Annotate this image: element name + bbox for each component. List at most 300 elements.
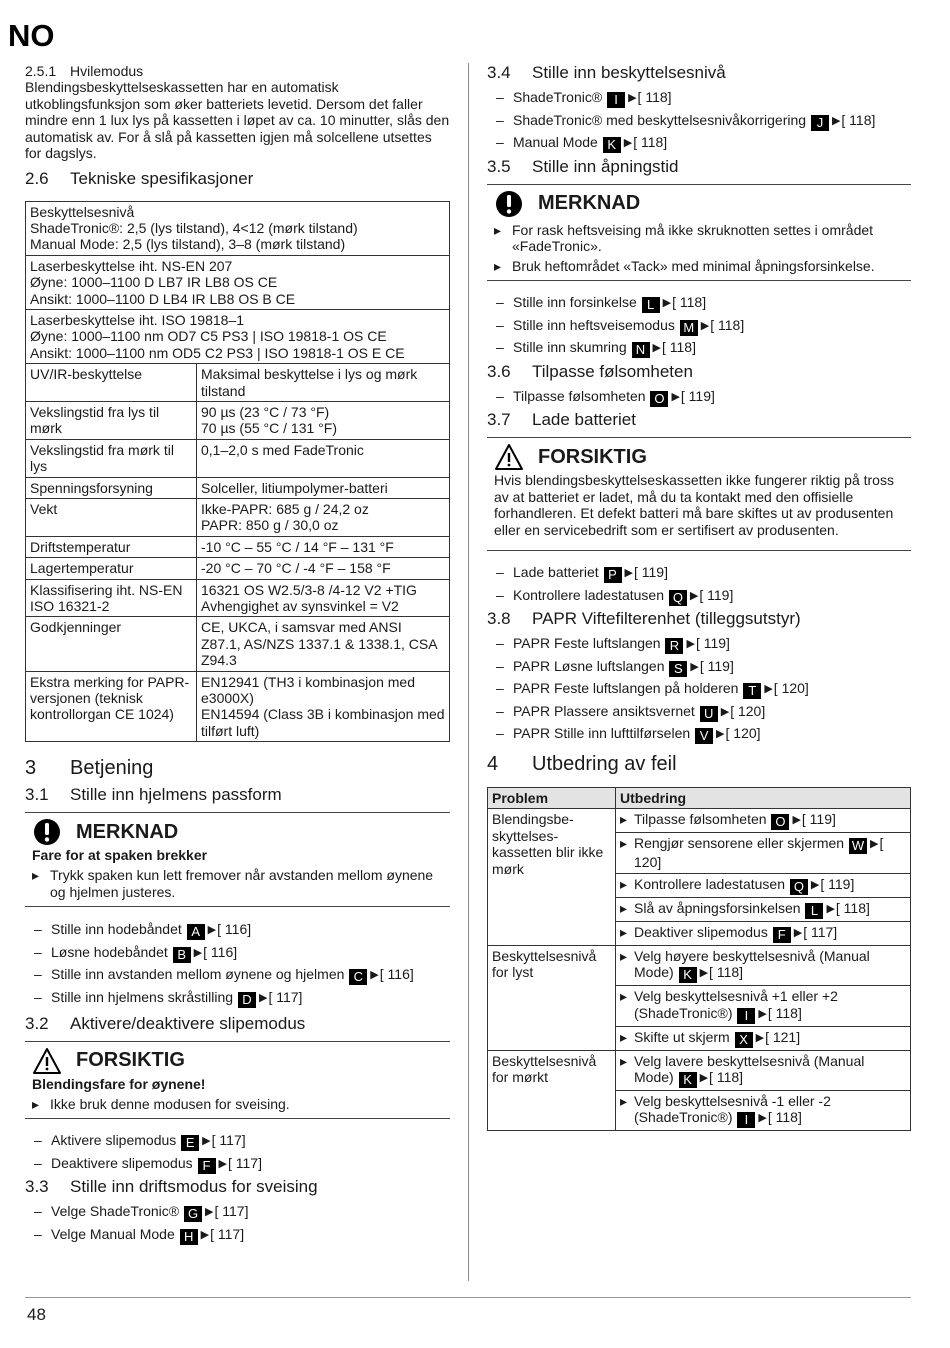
section-number: 3.2 <box>25 1013 49 1033</box>
page-reference[interactable]: [ 120] <box>773 680 809 696</box>
spec-line: 90 µs (23 °C / 73 °F) <box>201 403 330 420</box>
arrow-right-icon: ▶ <box>716 728 725 740</box>
fix-item <box>620 1053 906 1088</box>
figure-tag: S <box>669 661 687 677</box>
step-text: Stille inn hodebåndet <box>51 921 186 938</box>
column-header-problem: Problem <box>488 788 616 809</box>
section-number: 3.5 <box>487 156 511 176</box>
spec-line: Laserbeskyttelse iht. ISO 19818–1 <box>30 311 245 328</box>
page-reference[interactable]: [ 121] <box>765 1028 801 1045</box>
section-title: Stille inn åpningstid <box>532 156 679 176</box>
page-reference[interactable]: [ 116] <box>217 921 252 938</box>
spec-row <box>26 477 450 498</box>
arrow-right-icon: ▶ <box>826 902 835 915</box>
step-text: Velg høyere beskyttelsesnivå (Manual Mode) <box>634 947 870 981</box>
arrow-right-icon: ▶ <box>624 567 633 579</box>
arrow-right-icon: ▶ <box>652 342 661 354</box>
step-text: Stille inn skumring <box>513 339 631 355</box>
section-number: 3 <box>25 757 37 780</box>
page-reference[interactable]: [ 116] <box>379 966 414 983</box>
spec-line: Manual Mode: 2,5 (lys tilstand), 3–8 (mørk tilstand) <box>30 236 346 253</box>
list-item <box>25 966 450 985</box>
step-text: PAPR Feste luftslangen <box>513 635 665 651</box>
page-reference[interactable]: [ 117] <box>803 923 838 940</box>
warning-triangle-icon <box>494 443 524 471</box>
left-column <box>25 63 450 1248</box>
step-text: Slå av åpningsforsinkelsen <box>634 899 805 916</box>
section-number: 2.5.1 <box>25 63 57 79</box>
papr-list <box>487 635 911 744</box>
figure-tag: W <box>849 838 867 854</box>
notice-bullet: ▸ For rask heftsveising må ikke skruknotten settes i området «FadeTronic». <box>494 222 904 255</box>
figure-tag: A <box>187 924 205 940</box>
spec-line: EN12941 (TH3 i kombinasjon med e3000X) <box>201 673 415 707</box>
list-item <box>487 587 911 606</box>
section-heading-3-4 <box>487 63 911 83</box>
spec-line: Avhengighet av synsvinkel = V2 <box>201 598 399 615</box>
spec-full-row <box>26 255 450 309</box>
arrow-right-icon: ▶ <box>699 1072 709 1085</box>
spec-key: Ekstra merking for PAPR-versjonen (teknisk kontrollorgan CE 1024) <box>26 671 197 742</box>
arrow-right-icon: ▶ <box>623 137 633 149</box>
section-heading-3-1 <box>25 785 450 805</box>
step-text: Lade batteriet <box>513 564 603 580</box>
page-reference[interactable]: [ 118] <box>767 1004 802 1021</box>
section-title: PAPR Viftefilterenhet (tilleggsutstyr) <box>532 609 801 628</box>
page-reference[interactable]: [ 117] <box>210 1225 245 1242</box>
caution-title: FORSIKTIG <box>538 445 647 468</box>
section-number: 3.6 <box>487 361 511 381</box>
arrow-right-icon: ▶ <box>831 114 841 127</box>
arrow-right-icon: ▶ <box>764 683 773 695</box>
figure-tag: K <box>679 1072 697 1088</box>
section-title: Stille inn hjelmens passform <box>70 785 282 805</box>
step-text: Deaktivere slipemodus <box>51 1154 197 1171</box>
arrow-right-icon: ▶ <box>793 926 803 939</box>
notice-header <box>494 189 904 219</box>
step-text: Skifte ut skjerm <box>634 1028 734 1045</box>
arrow-right-icon: ▶ <box>758 1112 767 1125</box>
spec-row <box>26 617 450 671</box>
spec-cell <box>26 201 450 255</box>
fix-cell <box>616 809 911 833</box>
section-title: Stille inn driftsmodus for sveising <box>70 1177 318 1197</box>
page-reference[interactable]: [ 117] <box>211 1132 246 1149</box>
figure-tag: X <box>735 1032 753 1048</box>
figure-tag: F <box>198 1158 216 1174</box>
figure-tag: P <box>604 567 622 583</box>
spec-value <box>197 536 450 557</box>
list-item <box>25 944 450 963</box>
fix-cell <box>616 1091 911 1131</box>
fix-cell <box>616 873 911 897</box>
section-heading-4 <box>487 752 911 776</box>
section-number: 3.3 <box>25 1177 49 1197</box>
spec-line: 0,1–2,0 s med FadeTronic <box>201 441 364 458</box>
page-reference[interactable]: [ 120] <box>725 725 761 741</box>
figure-tag: T <box>743 683 761 699</box>
page-reference[interactable]: [ 118] <box>633 134 668 150</box>
list-item <box>25 989 450 1008</box>
step-text: Velg beskyttelsesnivå +1 eller +2 (ShadeTronic®) <box>634 988 838 1021</box>
spec-key: Driftstemperatur <box>26 536 197 557</box>
step-text: Stille inn forsinkelse <box>513 294 641 310</box>
spec-line: EN14594 (Class 3B i kombinasjon med tilført luft) <box>201 706 445 739</box>
problem-cell: Beskyttelsesnivå for mørkt <box>488 1050 616 1131</box>
spec-key: Vekt <box>26 499 197 537</box>
section-heading-3-6 <box>487 362 911 382</box>
spec-cell <box>26 309 450 363</box>
exclamation-icon <box>494 190 524 218</box>
spec-value <box>197 617 450 671</box>
figure-tag: Q <box>790 879 808 895</box>
list-item <box>25 1132 450 1151</box>
step-text: PAPR Stille inn lufttilførselen <box>513 725 695 741</box>
spec-line: CE, UKCA, i samsvar med ANSI Z87.1, AS/NZS 1337.1 & 1338.1, CSA Z94.3 <box>201 619 437 669</box>
spec-line: Maksimal beskyttelse i lys og mørk tilstand <box>201 366 418 399</box>
figure-tag: O <box>771 814 789 830</box>
troubleshooting-header-row <box>488 788 911 809</box>
list-item <box>487 89 911 108</box>
section-title: Utbedring av feil <box>532 753 677 775</box>
exclamation-icon <box>32 818 62 846</box>
arrow-right-icon: ▶ <box>200 1228 210 1241</box>
list-item <box>487 388 911 407</box>
figure-tag: Q <box>669 590 687 606</box>
grind-steps-list <box>25 1132 450 1174</box>
arrow-right-icon: ▶ <box>207 924 217 937</box>
step-text: Stille inn heftsveisemodus <box>513 316 679 333</box>
page-reference[interactable]: [ 118] <box>767 1109 802 1126</box>
troubleshooting-table <box>487 787 911 1131</box>
troubleshooting-body <box>488 809 911 1131</box>
arrow-right-icon: ▶ <box>202 1135 211 1148</box>
spec-line: -20 °C – 70 °C / -4 °F – 158 °F <box>201 560 391 577</box>
step-text: ShadeTronic® med beskyttelsesnivåkorrigering <box>513 111 810 128</box>
section-title: Tekniske spesifikasjoner <box>70 168 254 188</box>
arrow-right-icon: ▶ <box>218 1157 227 1170</box>
step-text: Kontrollere ladestatusen <box>513 586 668 603</box>
figure-tag: N <box>632 342 650 358</box>
list-item <box>487 680 911 699</box>
spec-line: Laserbeskyttelse iht. NS-EN 207 <box>30 257 233 274</box>
fix-cell <box>616 921 911 945</box>
arrow-right-icon: ▶ <box>700 319 710 332</box>
fix-cell <box>616 1026 911 1050</box>
footer-rule <box>25 1297 911 1298</box>
spec-line: Ansikt: 1000–1100 D LB4 IR LB8 OS B CE <box>30 290 296 307</box>
figure-tag: C <box>349 969 367 985</box>
step-text: Velg beskyttelsesnivå -1 eller -2 (ShadeTronic®) <box>634 1093 831 1126</box>
figure-tag: K <box>679 967 697 983</box>
figure-tag: B <box>173 947 191 963</box>
arrow-right-icon: ▶ <box>755 1031 765 1044</box>
list-item <box>25 1226 450 1245</box>
spec-value <box>197 671 450 742</box>
page-reference[interactable]: [ 119] <box>820 875 855 892</box>
figure-tag: J <box>811 115 829 131</box>
spec-key: Godkjenninger <box>26 617 197 671</box>
page-reference[interactable]: [ 118] <box>709 1069 744 1086</box>
section-heading-3-2 <box>25 1014 450 1034</box>
table-row <box>488 1050 911 1090</box>
figure-tag: V <box>695 728 713 744</box>
warning-triangle-icon <box>32 1047 62 1075</box>
fix-cell <box>616 986 911 1026</box>
right-column <box>487 63 911 1131</box>
fix-cell <box>616 897 911 921</box>
arrow-right-icon: ▶ <box>689 589 699 602</box>
spec-full-row <box>26 309 450 363</box>
step-text: Tilpasse følsomheten <box>513 387 650 404</box>
arrow-right-icon: ▶ <box>671 390 680 403</box>
arrow-right-icon: ▶ <box>792 814 801 827</box>
page-reference[interactable]: [ 117] <box>268 988 303 1005</box>
spec-value <box>197 477 450 498</box>
figure-tag: L <box>805 903 823 919</box>
step-text: Velg lavere beskyttelsesnivå (Manual Mode) <box>634 1052 865 1086</box>
welding-mode-list <box>25 1203 450 1245</box>
spec-row <box>26 558 450 579</box>
fix-cell <box>616 1050 911 1090</box>
fix-item <box>620 876 906 895</box>
step-text: Aktivere slipemodus <box>51 1132 181 1149</box>
notice-subtitle: Fare for at spaken brekker <box>32 847 208 864</box>
fix-item <box>620 948 906 983</box>
section-title: Aktivere/deaktivere slipemodus <box>70 1013 306 1033</box>
step-text: Stille inn hjelmens skråstilling <box>51 988 237 1005</box>
spec-key: Vekslingstid fra mørk til lys <box>26 439 197 477</box>
section-heading-3-3 <box>25 1177 450 1197</box>
spec-table-rows <box>26 364 450 742</box>
fit-steps-list <box>25 921 450 1008</box>
figure-tag: M <box>680 320 698 336</box>
spec-value <box>197 439 450 477</box>
spec-row <box>26 401 450 439</box>
section-title: Hvilemodus <box>70 63 144 79</box>
step-text: PAPR Plassere ansiktsvernet <box>513 702 699 719</box>
fix-item <box>620 811 906 830</box>
figure-tag: F <box>773 927 791 943</box>
spec-value <box>197 558 450 579</box>
figure-tag: I <box>607 92 625 108</box>
arrow-right-icon: ▶ <box>810 878 820 891</box>
figure-tag: E <box>181 1135 199 1151</box>
spec-line: Ansikt: 1000–1100 nm OD5 C2 PS3 | ISO 19818-1 OS E CE <box>30 344 405 361</box>
figure-tag: D <box>238 992 256 1008</box>
caution-bullet: ▸ Ikke bruk denne modusen for sveising. <box>32 1096 443 1113</box>
spec-table <box>25 201 450 743</box>
table-row <box>488 809 911 833</box>
step-text: Rengjør sensorene eller skjermen <box>634 835 848 852</box>
figure-tag: I <box>737 1008 755 1024</box>
page-reference[interactable]: [ 119] <box>680 387 715 404</box>
spec-value <box>197 579 450 617</box>
list-item <box>487 112 911 131</box>
spec-row <box>26 364 450 402</box>
page-reference[interactable]: [ 118] <box>710 316 745 333</box>
figure-tag: R <box>665 638 683 654</box>
notice-title: MERKNAD <box>76 820 179 843</box>
arrow-right-icon: ▶ <box>699 967 709 980</box>
caution-text: Hvis blendingsbeskyttelseskassetten ikke fungerer riktig på tross av at batteriet er ladet, må du ta kontakt med den offisielle forhandleren. Et defekt batteri må bare skiftes ut av produsenten eller en servicebedrift som er sertifisert av produsenten. <box>494 472 894 538</box>
battery-list <box>487 564 911 606</box>
opening-time-list <box>487 294 911 358</box>
list-item <box>487 134 911 153</box>
figure-tag: H <box>180 1229 198 1245</box>
section-title: Lade batteriet <box>532 410 636 429</box>
page-reference[interactable]: [ 118] <box>637 89 672 105</box>
arrow-right-icon: ▶ <box>686 638 695 650</box>
page-reference[interactable]: [ 118] <box>841 111 876 128</box>
notice-header <box>32 817 443 847</box>
section-heading-3-5 <box>487 157 911 177</box>
page-reference[interactable]: [ 118] <box>672 294 707 310</box>
arrow-right-icon: ▶ <box>662 297 672 309</box>
step-text: Manual Mode <box>513 134 602 150</box>
section-number: 3.1 <box>25 785 49 805</box>
arrow-right-icon: ▶ <box>628 92 637 104</box>
spec-table-full-rows <box>26 201 450 364</box>
list-item <box>25 921 450 940</box>
section-number: 4 <box>487 753 499 775</box>
fix-item <box>620 1029 906 1048</box>
arrow-right-icon: ▶ <box>258 991 268 1004</box>
column-header-fix: Utbedring <box>616 788 911 809</box>
sensitivity-list <box>487 388 911 407</box>
arrow-right-icon: ▶ <box>193 946 203 959</box>
section-title: Tilpasse følsomheten <box>532 361 693 381</box>
list-item <box>487 635 911 654</box>
step-text: Kontrollere ladestatusen <box>634 875 789 892</box>
section-title: Stille inn beskyttelsesnivå <box>532 63 726 82</box>
page-reference[interactable]: [ 119] <box>801 811 836 828</box>
fix-item <box>620 988 906 1023</box>
step-text: PAPR Feste luftslangen på holderen <box>513 680 743 696</box>
step-text: Velge ShadeTronic® <box>51 1203 183 1220</box>
spec-line: Ikke-PAPR: 685 g / 24,2 oz <box>201 501 369 517</box>
section-number: 3.8 <box>487 609 511 628</box>
notice-bullet: ▸ Trykk spaken kun lett fremover når avstanden mellom øynene og hjelmen justeres. <box>32 867 443 900</box>
figure-tag: G <box>184 1206 202 1222</box>
notice-box <box>25 812 450 907</box>
step-text: PAPR Løsne luftslangen <box>513 657 669 674</box>
spec-value <box>197 499 450 537</box>
spec-line: ShadeTronic®: 2,5 (lys tilstand), 4<12 (mørk tilstand) <box>30 219 358 236</box>
problem-cell: Blendingsbe-skyttelses-kassetten blir ikke mørk <box>488 809 616 945</box>
spec-row <box>26 499 450 537</box>
page-reference[interactable]: [ 120] <box>730 702 766 719</box>
arrow-right-icon: ▶ <box>205 1206 214 1219</box>
spec-key: Spenningsforsyning <box>26 477 197 498</box>
arrow-right-icon: ▶ <box>690 660 699 673</box>
page-reference[interactable]: [ 118] <box>709 964 744 981</box>
page-reference[interactable]: [ 120] <box>634 835 884 871</box>
section-heading-3-8 <box>487 609 911 629</box>
step-text: Stille inn avstanden mellom øynene og hjelmen <box>51 966 349 983</box>
spec-line: 70 µs (55 °C / 131 °F) <box>201 420 337 437</box>
list-item <box>487 294 911 313</box>
page-reference[interactable]: [ 117] <box>214 1203 249 1220</box>
figure-tag: L <box>642 297 660 313</box>
notice-bullet: ▸ Bruk heftområdet «Tack» med minimal åpningsforsinkelse. <box>494 258 904 275</box>
section-heading-2-5-1 <box>25 63 450 79</box>
list-item <box>487 317 911 336</box>
spec-row <box>26 671 450 742</box>
section-number: 3.4 <box>487 63 511 82</box>
list-item <box>25 1203 450 1222</box>
spec-key: Lagertemperatur <box>26 558 197 579</box>
problem-cell: Beskyttelsesnivå for lyst <box>488 945 616 1050</box>
step-text: Deaktiver slipemodus <box>634 923 772 940</box>
figure-tag: U <box>700 706 718 722</box>
caution-header <box>494 442 904 472</box>
page-number: 48 <box>27 1305 46 1324</box>
section-number: 3.7 <box>487 410 511 429</box>
spec-line: -10 °C – 55 °C / 14 °F – 131 °F <box>201 538 394 555</box>
page-reference[interactable]: [ 119] <box>699 586 734 603</box>
spec-line: PAPR: 850 g / 30,0 oz <box>201 517 339 534</box>
caution-title: FORSIKTIG <box>76 1049 185 1072</box>
spec-cell <box>26 255 450 309</box>
caution-box <box>487 437 911 551</box>
arrow-right-icon: ▶ <box>869 838 879 851</box>
spec-full-row <box>26 201 450 255</box>
section-number: 2.6 <box>25 168 49 188</box>
spec-value <box>197 401 450 439</box>
section-heading-3 <box>25 756 450 780</box>
figure-tag: O <box>650 391 668 407</box>
spec-line: 16321 OS W2.5/3-8 /4-12 V2 +TIG <box>201 581 417 598</box>
spec-row <box>26 536 450 557</box>
rest-mode-paragraph: Blendingsbeskyttelseskassetten har en automatisk utkoblingsfunksjon som øker batteriets levetid. Dersom det faller mindre enn 1 lux lys på kassetten i løpet av ca. 10 minutter, slås den automatisk av. For å slå på kassetten igjen må solcellene utsettes for dagslys. <box>25 79 450 161</box>
section-title: Betjening <box>70 757 154 780</box>
list-item <box>487 725 911 744</box>
fix-item <box>620 924 906 943</box>
notice-box <box>487 184 911 282</box>
page-reference[interactable]: [ 119] <box>695 635 730 651</box>
page-reference[interactable]: [ 118] <box>835 899 870 916</box>
spec-value <box>197 364 450 402</box>
figure-tag: K <box>603 137 621 153</box>
notice-title: MERKNAD <box>538 192 641 214</box>
page-reference[interactable]: [ 119] <box>699 657 734 674</box>
table-row <box>488 945 911 985</box>
list-item <box>25 1155 450 1174</box>
page-reference[interactable]: [ 118] <box>661 339 696 355</box>
step-text: Løsne hodebåndet <box>51 943 172 960</box>
arrow-right-icon: ▶ <box>758 1007 767 1020</box>
spec-key: Vekslingstid fra lys til mørk <box>26 401 197 439</box>
spec-row <box>26 579 450 617</box>
column-divider <box>468 63 469 1281</box>
caution-subtitle: Blendingsfare for øynene! <box>32 1075 206 1092</box>
spec-key: UV/IR-beskyttelse <box>26 364 197 402</box>
step-text: ShadeTronic® <box>513 89 607 105</box>
page-reference[interactable]: [ 116] <box>203 943 238 960</box>
caution-header <box>32 1046 443 1076</box>
fix-cell <box>616 945 911 985</box>
page-reference[interactable]: [ 119] <box>633 564 668 580</box>
spec-row <box>26 439 450 477</box>
page-reference[interactable]: [ 117] <box>227 1154 262 1171</box>
arrow-right-icon: ▶ <box>720 705 730 718</box>
shade-level-list <box>487 89 911 153</box>
spec-line: Beskyttelsesnivå <box>30 203 135 220</box>
caution-box <box>25 1041 450 1120</box>
list-item <box>487 564 911 583</box>
language-code: NO <box>8 18 55 53</box>
